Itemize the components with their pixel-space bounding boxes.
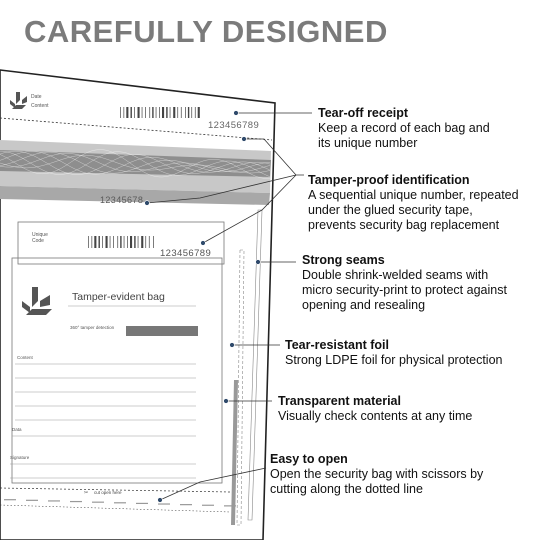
receipt-number: 123456789 (208, 120, 260, 131)
detection-label: 360° tamper detection (70, 325, 115, 330)
callout-title: Tear-off receipt (318, 106, 409, 120)
product-name: Tamper-evident bag (72, 291, 165, 303)
page-title: CAREFULLY DESIGNED (24, 14, 388, 49)
callout-desc-line: Open the security bag with scissors by (270, 467, 484, 481)
callout-desc-line: opening and resealing (302, 298, 426, 312)
callout-desc-line: cutting along the dotted line (270, 482, 423, 496)
callout-title: Easy to open (270, 452, 348, 466)
date-label: Data (12, 427, 22, 432)
callout-title: Tear-resistant foil (285, 338, 389, 352)
cut-label: cut open here (94, 490, 122, 495)
callout-desc-line: A sequential unique number, repeated (308, 188, 519, 202)
callout-easy-to-open (270, 452, 483, 497)
callout-desc-line: Strong LDPE foil for physical protection (285, 353, 503, 367)
callout-transparent-material (278, 394, 472, 424)
receipt-date-label: Date (31, 94, 42, 100)
callout-title: Strong seams (302, 253, 385, 267)
scissors-icon: ✂ (84, 490, 89, 496)
callout-tear-resistant-foil (285, 338, 502, 368)
callout-desc-line: Keep a record of each bag and (318, 121, 490, 135)
unique-number: 123456789 (160, 248, 212, 259)
callout-desc-line: prevents security bag replacement (308, 218, 500, 232)
callout-title: Tamper-proof identification (308, 173, 470, 187)
signature-label: Signature (10, 455, 30, 460)
callout-desc-line: its unique number (318, 136, 418, 150)
callout-desc-line: micro security-print to protect against (302, 283, 507, 297)
callout-desc-line: Visually check contents at any time (278, 409, 473, 423)
callout-tear-off-receipt (318, 106, 490, 151)
callout-desc-line: under the glued security tape, (308, 203, 473, 217)
receipt-content-label: Content (31, 103, 49, 109)
security-tape (0, 140, 271, 205)
tape-number: 12345678 (100, 195, 144, 205)
detection-strip (126, 326, 198, 336)
unique-code-label-1: Unique (32, 232, 48, 238)
callout-desc-line: Double shrink-welded seams with (302, 268, 489, 282)
callout-title: Transparent material (278, 394, 401, 408)
callout-tamper-proof-identification (308, 173, 519, 233)
content-label: Content (17, 355, 33, 360)
unique-code-label-2: Code (32, 238, 44, 244)
callout-strong-seams (302, 253, 507, 313)
